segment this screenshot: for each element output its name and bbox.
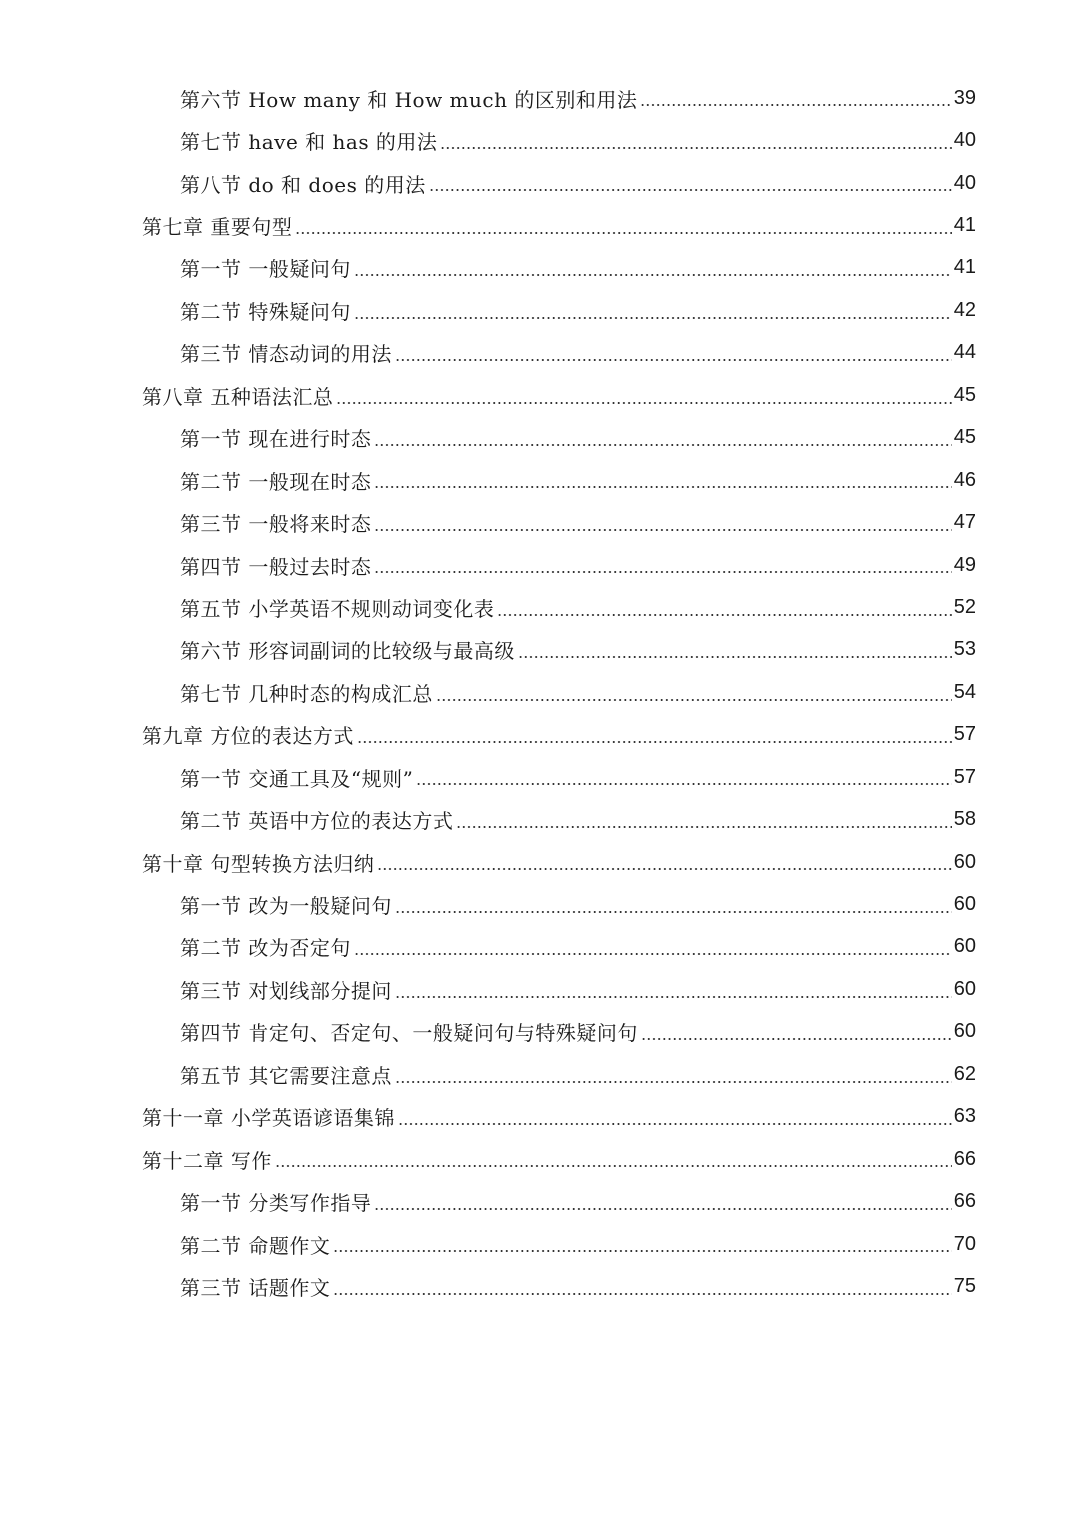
dot-leader xyxy=(374,1208,951,1210)
dot-leader xyxy=(497,614,951,616)
toc-chapter-row[interactable] xyxy=(0,841,1080,883)
toc-entry-title: 第三节 对划线部分提问 xyxy=(180,978,392,1003)
toc-section-row[interactable] xyxy=(0,1180,1080,1222)
dot-leader xyxy=(395,359,952,361)
toc-page-number: 60 xyxy=(953,935,976,958)
toc-section-row[interactable] xyxy=(0,629,1080,671)
toc-entry-title: 第三节 一般将来时态 xyxy=(180,512,372,537)
toc-section-row[interactable] xyxy=(0,883,1080,925)
dot-leader xyxy=(374,486,951,488)
toc-section-row[interactable] xyxy=(0,332,1080,374)
dot-leader xyxy=(374,444,951,446)
toc-entry-title: 第八节 do 和 does 的用法 xyxy=(180,172,426,197)
toc-page-number: 60 xyxy=(953,1020,976,1043)
toc-section-row[interactable] xyxy=(0,289,1080,331)
toc-section-row[interactable] xyxy=(0,756,1080,798)
toc-page-number: 44 xyxy=(953,341,976,364)
toc-entry-title: 第二节 英语中方位的表达方式 xyxy=(180,809,454,834)
dot-leader xyxy=(395,996,952,998)
toc-section-row[interactable] xyxy=(0,247,1080,289)
toc-page-number: 57 xyxy=(953,765,976,788)
toc-entry-title: 第五节 小学英语不规则动词变化表 xyxy=(180,596,495,621)
toc-chapter-row[interactable] xyxy=(0,374,1080,416)
toc-page-number: 66 xyxy=(953,1190,976,1213)
toc-section-row[interactable] xyxy=(0,77,1080,119)
dot-leader xyxy=(357,741,952,743)
toc-section-row[interactable] xyxy=(0,119,1080,161)
dot-leader xyxy=(395,1081,952,1083)
toc-page-number: 53 xyxy=(953,638,976,661)
toc-page-number: 41 xyxy=(953,256,976,279)
toc-entry-title: 第二节 一般现在时态 xyxy=(180,469,372,494)
toc-page-number: 58 xyxy=(953,808,976,831)
toc-entry-title: 第一节 一般疑问句 xyxy=(180,257,351,282)
dot-leader xyxy=(436,699,952,701)
dot-leader xyxy=(354,953,952,955)
toc-entry-title: 第二节 改为否定句 xyxy=(180,936,351,961)
toc-page-number: 47 xyxy=(953,511,976,534)
toc-entry-title: 第七节 have 和 has 的用法 xyxy=(180,130,438,155)
toc-entry-title: 第二节 命题作文 xyxy=(180,1233,331,1258)
toc-page-number: 62 xyxy=(953,1062,976,1085)
toc-chapter-row[interactable] xyxy=(0,204,1080,246)
toc-entry-title: 第三节 话题作文 xyxy=(180,1275,331,1300)
toc-entry-title: 第三节 情态动词的用法 xyxy=(180,342,392,367)
dot-leader xyxy=(429,189,952,191)
toc-section-row[interactable] xyxy=(0,798,1080,840)
toc-page-number: 45 xyxy=(953,383,976,406)
toc-entry-title: 第四节 肯定句、否定句、一般疑问句与特殊疑问句 xyxy=(180,1021,638,1046)
toc-section-row[interactable] xyxy=(0,417,1080,459)
dot-leader xyxy=(640,104,951,106)
toc-page-number: 49 xyxy=(953,553,976,576)
toc-entry-title: 第二节 特殊疑问句 xyxy=(180,299,351,324)
toc-page-number: 54 xyxy=(953,680,976,703)
toc-section-row[interactable] xyxy=(0,1223,1080,1265)
toc-entry-title: 第十一章 小学英语谚语集锦 xyxy=(142,1106,395,1131)
toc-section-row[interactable] xyxy=(0,968,1080,1010)
dot-leader xyxy=(398,1123,952,1125)
toc-entry-title: 第一节 现在进行时态 xyxy=(180,427,372,452)
dot-leader xyxy=(440,147,951,149)
toc-page-number: 39 xyxy=(953,86,976,109)
toc-entry-title: 第八章 五种语法汇总 xyxy=(142,384,334,409)
toc-page-number: 60 xyxy=(953,850,976,873)
toc-section-row[interactable] xyxy=(0,671,1080,713)
toc-entry-title: 第六节 How many 和 How much 的区别和用法 xyxy=(180,87,638,112)
dot-leader xyxy=(295,232,951,234)
toc-entry-title: 第十二章 写作 xyxy=(142,1148,272,1173)
toc-section-row[interactable] xyxy=(0,926,1080,968)
dot-leader xyxy=(354,274,952,276)
toc-page-number: 57 xyxy=(953,723,976,746)
toc-page-number: 60 xyxy=(953,893,976,916)
toc-chapter-row[interactable] xyxy=(0,714,1080,756)
toc-page-number: 52 xyxy=(953,595,976,618)
toc-entry-title: 第十章 句型转换方法归纳 xyxy=(142,851,375,876)
toc-section-row[interactable] xyxy=(0,501,1080,543)
toc-chapter-row[interactable] xyxy=(0,1138,1080,1180)
toc-section-row[interactable] xyxy=(0,1265,1080,1307)
toc-page-number: 60 xyxy=(953,977,976,1000)
toc-entry-title: 第一节 交通工具及“规则” xyxy=(180,766,414,791)
toc-entry-title: 第七章 重要句型 xyxy=(142,215,293,240)
dot-leader xyxy=(641,1038,952,1040)
dot-leader xyxy=(374,571,951,573)
toc-section-row[interactable] xyxy=(0,544,1080,586)
dot-leader xyxy=(275,1165,952,1167)
toc-section-row[interactable] xyxy=(0,162,1080,204)
toc-page-number: 70 xyxy=(953,1232,976,1255)
toc-entry-title: 第一节 分类写作指导 xyxy=(180,1191,372,1216)
dot-leader xyxy=(333,1250,951,1252)
toc-section-row[interactable] xyxy=(0,459,1080,501)
toc-page-number: 40 xyxy=(953,171,976,194)
dot-leader xyxy=(354,317,952,319)
dot-leader xyxy=(416,783,951,785)
toc-entry-title: 第六节 形容词副词的比较级与最高级 xyxy=(180,639,515,664)
toc-page-number: 41 xyxy=(953,214,976,237)
dot-leader xyxy=(377,868,951,870)
toc-section-row[interactable] xyxy=(0,1053,1080,1095)
toc-page-number: 42 xyxy=(953,298,976,321)
toc-entry-title: 第九章 方位的表达方式 xyxy=(142,724,354,749)
dot-leader xyxy=(395,911,952,913)
dot-leader xyxy=(518,656,952,658)
toc-page-number: 46 xyxy=(953,468,976,491)
toc-entry-title: 第七节 几种时态的构成汇总 xyxy=(180,681,433,706)
toc-page-number: 45 xyxy=(953,426,976,449)
toc-chapter-row[interactable] xyxy=(0,1096,1080,1138)
toc-page-number: 63 xyxy=(953,1105,976,1128)
toc-section-row[interactable] xyxy=(0,586,1080,628)
toc-entry-title: 第四节 一般过去时态 xyxy=(180,554,372,579)
dot-leader xyxy=(374,529,951,531)
toc-section-row[interactable] xyxy=(0,1011,1080,1053)
dot-leader xyxy=(336,402,951,404)
dot-leader xyxy=(456,826,951,828)
toc-entry-title: 第五节 其它需要注意点 xyxy=(180,1063,392,1088)
toc-page-number: 66 xyxy=(953,1147,976,1170)
table-of-contents xyxy=(0,77,1080,1308)
dot-leader xyxy=(333,1293,951,1295)
toc-page-number: 40 xyxy=(953,129,976,152)
toc-page-number: 75 xyxy=(953,1274,976,1297)
toc-entry-title: 第一节 改为一般疑问句 xyxy=(180,894,392,919)
